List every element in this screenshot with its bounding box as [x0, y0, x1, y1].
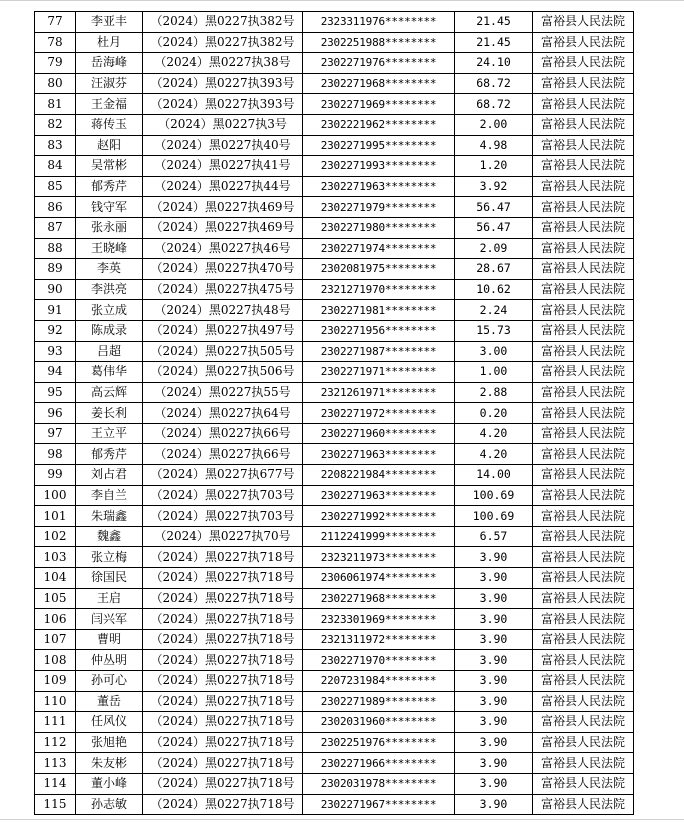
debtor-table-body — [35, 12, 634, 815]
table-row — [35, 609, 634, 630]
court-name-cell: 富裕县人民法院 — [533, 547, 634, 568]
table-row — [35, 712, 634, 733]
person-name-cell: 徐国民 — [76, 568, 143, 589]
case-number-cell: （2024）黑0227执3号 — [143, 114, 303, 135]
person-name-cell: 刘占君 — [76, 465, 143, 486]
case-number-cell: （2024）黑0227执64号 — [143, 403, 303, 424]
table-row — [35, 279, 634, 300]
table-row — [35, 114, 634, 135]
court-name-cell: 富裕县人民法院 — [533, 712, 634, 733]
case-number-cell: （2024）黑0227执718号 — [143, 753, 303, 774]
row-number-cell: 110 — [35, 691, 76, 712]
id-number-cell: 2302251988******** — [303, 32, 455, 53]
amount-cell: 10.62 — [455, 279, 533, 300]
person-name-cell: 董小峰 — [76, 773, 143, 794]
id-number-cell: 2302081975******** — [303, 259, 455, 280]
row-number-cell: 80 — [35, 73, 76, 94]
case-number-cell: （2024）黑0227执497号 — [143, 320, 303, 341]
court-name-cell: 富裕县人民法院 — [533, 732, 634, 753]
row-number-cell: 98 — [35, 444, 76, 465]
table-row — [35, 73, 634, 94]
case-number-cell: （2024）黑0227执66号 — [143, 423, 303, 444]
row-number-cell: 83 — [35, 135, 76, 156]
table-row — [35, 382, 634, 403]
court-name-cell: 富裕县人民法院 — [533, 114, 634, 135]
amount-cell: 2.09 — [455, 238, 533, 259]
amount-cell: 3.90 — [455, 588, 533, 609]
amount-cell: 4.20 — [455, 444, 533, 465]
table-row — [35, 691, 634, 712]
row-number-cell: 104 — [35, 568, 76, 589]
id-number-cell: 2302271979******** — [303, 197, 455, 218]
amount-cell: 1.00 — [455, 362, 533, 383]
amount-cell: 3.90 — [455, 794, 533, 815]
person-name-cell: 郁秀芹 — [76, 444, 143, 465]
table-row — [35, 259, 634, 280]
row-number-cell: 99 — [35, 465, 76, 486]
amount-cell: 100.69 — [455, 506, 533, 527]
row-number-cell: 95 — [35, 382, 76, 403]
case-number-cell: （2024）黑0227执718号 — [143, 712, 303, 733]
court-name-cell: 富裕县人民法院 — [533, 12, 634, 33]
id-number-cell: 2302271969******** — [303, 94, 455, 115]
row-number-cell: 91 — [35, 300, 76, 321]
person-name-cell: 李自兰 — [76, 485, 143, 506]
id-number-cell: 2208221984******** — [303, 465, 455, 486]
amount-cell: 3.90 — [455, 712, 533, 733]
row-number-cell: 87 — [35, 217, 76, 238]
table-row — [35, 794, 634, 815]
amount-cell: 56.47 — [455, 197, 533, 218]
court-name-cell: 富裕县人民法院 — [533, 279, 634, 300]
court-name-cell: 富裕县人民法院 — [533, 423, 634, 444]
case-number-cell: （2024）黑0227执469号 — [143, 217, 303, 238]
court-name-cell: 富裕县人民法院 — [533, 94, 634, 115]
person-name-cell: 岳海峰 — [76, 53, 143, 74]
amount-cell: 3.90 — [455, 671, 533, 692]
row-number-cell: 113 — [35, 753, 76, 774]
table-row — [35, 320, 634, 341]
table-row — [35, 94, 634, 115]
case-number-cell: （2024）黑0227执470号 — [143, 259, 303, 280]
case-number-cell: （2024）黑0227执41号 — [143, 156, 303, 177]
id-number-cell: 2302271976******** — [303, 53, 455, 74]
amount-cell: 2.24 — [455, 300, 533, 321]
id-number-cell: 2323301969******** — [303, 609, 455, 630]
court-name-cell: 富裕县人民法院 — [533, 773, 634, 794]
case-number-cell: （2024）黑0227执718号 — [143, 691, 303, 712]
id-number-cell: 2302271989******** — [303, 691, 455, 712]
court-name-cell: 富裕县人民法院 — [533, 691, 634, 712]
row-number-cell: 111 — [35, 712, 76, 733]
case-number-cell: （2024）黑0227执55号 — [143, 382, 303, 403]
amount-cell: 15.73 — [455, 320, 533, 341]
amount-cell: 4.20 — [455, 423, 533, 444]
person-name-cell: 杜月 — [76, 32, 143, 53]
case-number-cell: （2024）黑0227执718号 — [143, 650, 303, 671]
row-number-cell: 101 — [35, 506, 76, 527]
id-number-cell: 2302031978******** — [303, 773, 455, 794]
case-number-cell: （2024）黑0227执718号 — [143, 609, 303, 630]
person-name-cell: 朱瑞鑫 — [76, 506, 143, 527]
person-name-cell: 张立梅 — [76, 547, 143, 568]
row-number-cell: 103 — [35, 547, 76, 568]
amount-cell: 56.47 — [455, 217, 533, 238]
case-number-cell: （2024）黑0227执677号 — [143, 465, 303, 486]
id-number-cell: 2302271993******** — [303, 156, 455, 177]
amount-cell: 3.90 — [455, 650, 533, 671]
amount-cell: 3.90 — [455, 568, 533, 589]
table-row — [35, 465, 634, 486]
table-row — [35, 485, 634, 506]
person-name-cell: 张立成 — [76, 300, 143, 321]
row-number-cell: 102 — [35, 526, 76, 547]
table-row — [35, 300, 634, 321]
person-name-cell: 吴常彬 — [76, 156, 143, 177]
row-number-cell: 96 — [35, 403, 76, 424]
court-name-cell: 富裕县人民法院 — [533, 526, 634, 547]
court-name-cell: 富裕县人民法院 — [533, 135, 634, 156]
court-name-cell: 富裕县人民法院 — [533, 73, 634, 94]
person-name-cell: 王立平 — [76, 423, 143, 444]
row-number-cell: 114 — [35, 773, 76, 794]
row-number-cell: 82 — [35, 114, 76, 135]
court-name-cell: 富裕县人民法院 — [533, 485, 634, 506]
id-number-cell: 2302271995******** — [303, 135, 455, 156]
id-number-cell: 2302271987******** — [303, 341, 455, 362]
case-number-cell: （2024）黑0227执506号 — [143, 362, 303, 383]
amount-cell: 2.88 — [455, 382, 533, 403]
row-number-cell: 106 — [35, 609, 76, 630]
amount-cell: 2.00 — [455, 114, 533, 135]
table-row — [35, 588, 634, 609]
person-name-cell: 高云辉 — [76, 382, 143, 403]
person-name-cell: 蒋传玉 — [76, 114, 143, 135]
table-row — [35, 547, 634, 568]
row-number-cell: 77 — [35, 12, 76, 33]
id-number-cell: 2302271963******** — [303, 176, 455, 197]
row-number-cell: 115 — [35, 794, 76, 815]
person-name-cell: 李亚丰 — [76, 12, 143, 33]
person-name-cell: 姜长利 — [76, 403, 143, 424]
row-number-cell: 94 — [35, 362, 76, 383]
case-number-cell: （2024）黑0227执718号 — [143, 671, 303, 692]
court-name-cell: 富裕县人民法院 — [533, 259, 634, 280]
person-name-cell: 王晓峰 — [76, 238, 143, 259]
table-row — [35, 506, 634, 527]
table-row — [35, 362, 634, 383]
id-number-cell: 2321271970******** — [303, 279, 455, 300]
person-name-cell: 孙志敏 — [76, 794, 143, 815]
case-number-cell: （2024）黑0227执718号 — [143, 732, 303, 753]
table-row — [35, 753, 634, 774]
table-row — [35, 629, 634, 650]
row-number-cell: 81 — [35, 94, 76, 115]
amount-cell: 3.90 — [455, 753, 533, 774]
amount-cell: 3.90 — [455, 547, 533, 568]
id-number-cell: 2302271963******** — [303, 485, 455, 506]
table-row — [35, 671, 634, 692]
amount-cell: 3.90 — [455, 773, 533, 794]
row-number-cell: 85 — [35, 176, 76, 197]
table-row — [35, 238, 634, 259]
id-number-cell: 2302251976******** — [303, 732, 455, 753]
court-name-cell: 富裕县人民法院 — [533, 794, 634, 815]
id-number-cell: 2112241999******** — [303, 526, 455, 547]
id-number-cell: 2207231984******** — [303, 671, 455, 692]
amount-cell: 21.45 — [455, 12, 533, 33]
row-number-cell: 107 — [35, 629, 76, 650]
id-number-cell: 2302271963******** — [303, 444, 455, 465]
case-number-cell: （2024）黑0227执505号 — [143, 341, 303, 362]
court-name-cell: 富裕县人民法院 — [533, 629, 634, 650]
court-name-cell: 富裕县人民法院 — [533, 650, 634, 671]
amount-cell: 3.90 — [455, 732, 533, 753]
id-number-cell: 2321311972******** — [303, 629, 455, 650]
court-name-cell: 富裕县人民法院 — [533, 176, 634, 197]
person-name-cell: 钱守军 — [76, 197, 143, 218]
court-name-cell: 富裕县人民法院 — [533, 588, 634, 609]
amount-cell: 21.45 — [455, 32, 533, 53]
page-top-edge — [0, 0, 684, 1]
row-number-cell: 79 — [35, 53, 76, 74]
case-number-cell: （2024）黑0227执38号 — [143, 53, 303, 74]
person-name-cell: 赵阳 — [76, 135, 143, 156]
table-row — [35, 12, 634, 33]
case-number-cell: （2024）黑0227执703号 — [143, 485, 303, 506]
case-number-cell: （2024）黑0227执718号 — [143, 547, 303, 568]
person-name-cell: 张永丽 — [76, 217, 143, 238]
table-row — [35, 568, 634, 589]
row-number-cell: 84 — [35, 156, 76, 177]
person-name-cell: 魏鑫 — [76, 526, 143, 547]
amount-cell: 3.90 — [455, 629, 533, 650]
table-row — [35, 650, 634, 671]
case-number-cell: （2024）黑0227执44号 — [143, 176, 303, 197]
id-number-cell: 2302221962******** — [303, 114, 455, 135]
id-number-cell: 2302271967******** — [303, 794, 455, 815]
court-name-cell: 富裕县人民法院 — [533, 238, 634, 259]
table-row — [35, 773, 634, 794]
amount-cell: 6.57 — [455, 526, 533, 547]
table-row — [35, 403, 634, 424]
id-number-cell: 2306061974******** — [303, 568, 455, 589]
id-number-cell: 2302271971******** — [303, 362, 455, 383]
amount-cell: 68.72 — [455, 73, 533, 94]
person-name-cell: 王启 — [76, 588, 143, 609]
id-number-cell: 2302271966******** — [303, 753, 455, 774]
case-number-cell: （2024）黑0227执703号 — [143, 506, 303, 527]
person-name-cell: 汪淑芬 — [76, 73, 143, 94]
case-number-cell: （2024）黑0227执393号 — [143, 73, 303, 94]
court-name-cell: 富裕县人民法院 — [533, 753, 634, 774]
case-number-cell: （2024）黑0227执475号 — [143, 279, 303, 300]
person-name-cell: 葛伟华 — [76, 362, 143, 383]
page-bottom-edge — [0, 819, 684, 820]
amount-cell: 3.92 — [455, 176, 533, 197]
table-row — [35, 32, 634, 53]
court-name-cell: 富裕县人民法院 — [533, 382, 634, 403]
court-name-cell: 富裕县人民法院 — [533, 197, 634, 218]
amount-cell: 100.69 — [455, 485, 533, 506]
person-name-cell: 任风仪 — [76, 712, 143, 733]
table-row — [35, 217, 634, 238]
amount-cell: 3.90 — [455, 691, 533, 712]
person-name-cell: 陈成录 — [76, 320, 143, 341]
court-name-cell: 富裕县人民法院 — [533, 156, 634, 177]
table-row — [35, 444, 634, 465]
court-name-cell: 富裕县人民法院 — [533, 341, 634, 362]
id-number-cell: 2323311976******** — [303, 12, 455, 33]
case-number-cell: （2024）黑0227执382号 — [143, 32, 303, 53]
row-number-cell: 112 — [35, 732, 76, 753]
case-number-cell: （2024）黑0227执393号 — [143, 94, 303, 115]
court-name-cell: 富裕县人民法院 — [533, 320, 634, 341]
id-number-cell: 2302271974******** — [303, 238, 455, 259]
table-row — [35, 197, 634, 218]
court-name-cell: 富裕县人民法院 — [533, 568, 634, 589]
person-name-cell: 王金福 — [76, 94, 143, 115]
amount-cell: 3.90 — [455, 609, 533, 630]
amount-cell: 0.20 — [455, 403, 533, 424]
id-number-cell: 2302271980******** — [303, 217, 455, 238]
row-number-cell: 100 — [35, 485, 76, 506]
court-name-cell: 富裕县人民法院 — [533, 465, 634, 486]
person-name-cell: 仲丛明 — [76, 650, 143, 671]
person-name-cell: 吕超 — [76, 341, 143, 362]
court-name-cell: 富裕县人民法院 — [533, 506, 634, 527]
id-number-cell: 2302271981******** — [303, 300, 455, 321]
court-name-cell: 富裕县人民法院 — [533, 53, 634, 74]
case-number-cell: （2024）黑0227执469号 — [143, 197, 303, 218]
id-number-cell: 2302271970******** — [303, 650, 455, 671]
id-number-cell: 2302271968******** — [303, 73, 455, 94]
person-name-cell: 董岳 — [76, 691, 143, 712]
table-row — [35, 176, 634, 197]
debtor-table — [34, 11, 634, 815]
table-row — [35, 732, 634, 753]
person-name-cell: 李洪亮 — [76, 279, 143, 300]
table-row — [35, 135, 634, 156]
amount-cell: 24.10 — [455, 53, 533, 74]
person-name-cell: 闫兴军 — [76, 609, 143, 630]
table-row — [35, 156, 634, 177]
table-row — [35, 526, 634, 547]
row-number-cell: 78 — [35, 32, 76, 53]
row-number-cell: 90 — [35, 279, 76, 300]
row-number-cell: 108 — [35, 650, 76, 671]
case-number-cell: （2024）黑0227执46号 — [143, 238, 303, 259]
amount-cell: 1.20 — [455, 156, 533, 177]
person-name-cell: 郁秀芹 — [76, 176, 143, 197]
id-number-cell: 2302271992******** — [303, 506, 455, 527]
person-name-cell: 朱友彬 — [76, 753, 143, 774]
person-name-cell: 张旭艳 — [76, 732, 143, 753]
id-number-cell: 2302271968******** — [303, 588, 455, 609]
row-number-cell: 88 — [35, 238, 76, 259]
amount-cell: 3.00 — [455, 341, 533, 362]
row-number-cell: 105 — [35, 588, 76, 609]
case-number-cell: （2024）黑0227执382号 — [143, 12, 303, 33]
table-row — [35, 341, 634, 362]
case-number-cell: （2024）黑0227执70号 — [143, 526, 303, 547]
case-number-cell: （2024）黑0227执40号 — [143, 135, 303, 156]
person-name-cell: 曹明 — [76, 629, 143, 650]
table-row — [35, 53, 634, 74]
amount-cell: 68.72 — [455, 94, 533, 115]
case-number-cell: （2024）黑0227执718号 — [143, 773, 303, 794]
court-name-cell: 富裕县人民法院 — [533, 362, 634, 383]
court-name-cell: 富裕县人民法院 — [533, 403, 634, 424]
court-name-cell: 富裕县人民法院 — [533, 300, 634, 321]
id-number-cell: 2302271960******** — [303, 423, 455, 444]
amount-cell: 4.98 — [455, 135, 533, 156]
case-number-cell: （2024）黑0227执718号 — [143, 794, 303, 815]
case-number-cell: （2024）黑0227执48号 — [143, 300, 303, 321]
person-name-cell: 孙可心 — [76, 671, 143, 692]
amount-cell: 14.00 — [455, 465, 533, 486]
court-name-cell: 富裕县人民法院 — [533, 32, 634, 53]
id-number-cell: 2302271956******** — [303, 320, 455, 341]
row-number-cell: 97 — [35, 423, 76, 444]
case-number-cell: （2024）黑0227执718号 — [143, 588, 303, 609]
row-number-cell: 86 — [35, 197, 76, 218]
court-name-cell: 富裕县人民法院 — [533, 444, 634, 465]
row-number-cell: 93 — [35, 341, 76, 362]
case-number-cell: （2024）黑0227执66号 — [143, 444, 303, 465]
case-number-cell: （2024）黑0227执718号 — [143, 629, 303, 650]
amount-cell: 28.67 — [455, 259, 533, 280]
row-number-cell: 92 — [35, 320, 76, 341]
table-row — [35, 423, 634, 444]
row-number-cell: 89 — [35, 259, 76, 280]
court-name-cell: 富裕县人民法院 — [533, 217, 634, 238]
court-name-cell: 富裕县人民法院 — [533, 609, 634, 630]
id-number-cell: 2323211973******** — [303, 547, 455, 568]
row-number-cell: 109 — [35, 671, 76, 692]
person-name-cell: 李英 — [76, 259, 143, 280]
case-number-cell: （2024）黑0227执718号 — [143, 568, 303, 589]
id-number-cell: 2302031960******** — [303, 712, 455, 733]
id-number-cell: 2302271972******** — [303, 403, 455, 424]
id-number-cell: 2321261971******** — [303, 382, 455, 403]
court-name-cell: 富裕县人民法院 — [533, 671, 634, 692]
